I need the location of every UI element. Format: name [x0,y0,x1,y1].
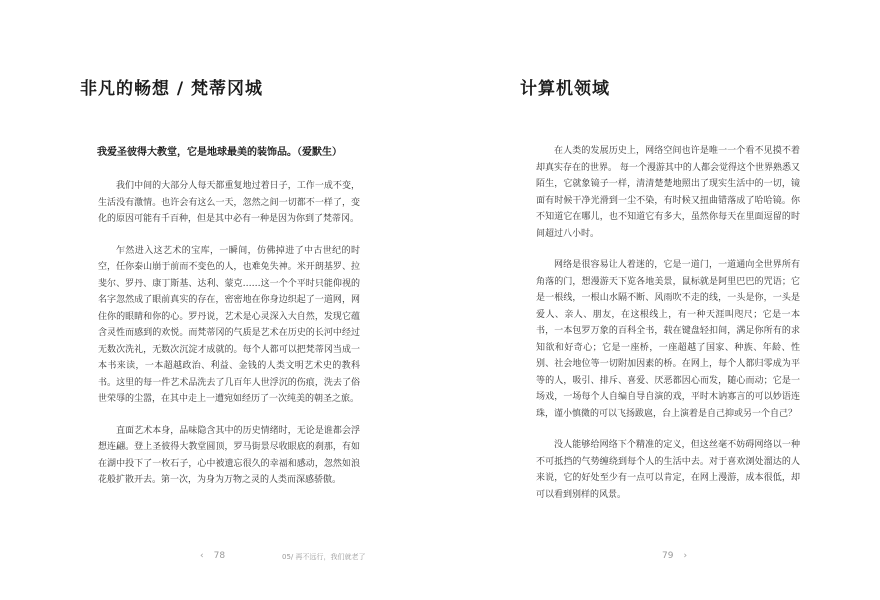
chevron-right-icon[interactable]: › [683,551,688,561]
right-page [440,0,880,600]
page-title: 计算机领域 [520,79,610,99]
paragraph: 我们中间的大部分人每天都重复地过着日子，工作一成不变，生活没有激情。也许会有这么一天，忽然之间一切都不一样了，变化的原因可能有千百种，但是其中必有一种是因为你到了梵蒂冈。 [98,181,360,224]
paragraph: 乍然进入这艺术的宝库，一瞬间，仿佛掉进了中古世纪的时空，任你泰山崩于前而不变色的人，也难免失神。米开朗基罗、拉斐尔、罗丹、康丁斯基、达利、蒙克……这一个个平时只能仰视的名字忽然成了眼前真实的存在，密密地在你身边织起了一道网，网住你的眼睛和你的心。罗丹说，艺术是心灵深入大自然，发现它蕴含灵性而感到的欢悦。而梵蒂冈的气质是艺术在历史的长河中经过无数次洗礼，无数次沉淀才成就的。每个人都可以把梵蒂冈当成一本书来读，一本超越政治、利益、金钱的人类文明艺术史的教科书。这里的每一件艺术品洗去了几百年人世浮沉的伤痕，洗去了俗世荣辱的尘嚣，在其中走上一遭宛如经历了一次纯美的朝圣之旅。 [98,245,360,404]
running-head: 05/ 再不远行，我们就老了 [282,553,366,561]
page-number-value: 78 [213,551,226,561]
paragraph: 在人类的发展历史上，网络空间也许是唯一一个看不见摸不着却真实存在的世界。 每一个漫游其中的人都会觉得这个世界熟悉又陌生，它就象镜子一样，清清楚楚地照出了现实生活中的一切，镜面有时候干净光滑到一尘不染，有时候又扭曲错落成了哈哈镜。你不知道它在哪儿，也不知道它有多大，虽然你每天在里面逗留的时间超过八小时。 [536,146,800,239]
body-text [536,143,800,518]
chevron-left-icon[interactable]: ‹ [200,551,204,561]
page-number [662,551,687,561]
page-number [200,551,225,561]
page-number-value: 79 [662,551,674,561]
paragraph: 网络是很容易让人着迷的，它是一道门，一道通向全世界所有角落的门，想漫游天下览各地美景，鼠标就是阿里巴巴的咒语；它是一根线，一根山水隔不断、风雨吹不走的线，一头是你，一头是爱人、亲人、朋友，在这根线上，有一种天涯叫咫尺；它是一本书，一本包罗万象的百科全书，载在键盘轻扣间，满足你所有的求知欲和好奇心；它是一座桥，一座超越了国家、种族、年龄、性别、社会地位等一切附加因素的桥。在网上，每个人都归零成为平等的人，吸引、排斥、喜爱、厌恶都因心而发，随心而动；它是一场戏，一场每个人自编自导自演的戏，平时木讷寡言的可以妙语连珠，谨小慎微的可以飞扬跋扈，台上演着是自己抑或另一个自己？ [536,260,800,419]
epigraph-quote: 我爱圣彼得大教堂，它是地球最美的装饰品。（爱默生） [97,147,342,158]
paragraph: 没人能够给网络下个精准的定义，但这丝毫不妨碍网络以一种不可抵挡的气势缠绕到每个人的生活中去。对于喜欢浏处溜达的人来说，它的好处至少有一点可以肯定，在网上漫游，成本很低，却可以看到别样的风景。 [536,440,800,500]
page-title: 非凡的畅想 / 梵蒂冈城 [80,79,264,99]
paragraph: 直面艺术本身，品味隐含其中的历史情绪时，无论是谁都会浮想连翩。登上圣彼得大教堂圆顶，罗马街景尽收眼底的刹那，有如在湖中投下了一枚石子，心中被遗忘很久的幸福和感动，忽然如浪花般扩散开去。第一次，为身为万物之灵的人类而深感骄傲。 [98,425,360,485]
body-text [98,178,360,504]
